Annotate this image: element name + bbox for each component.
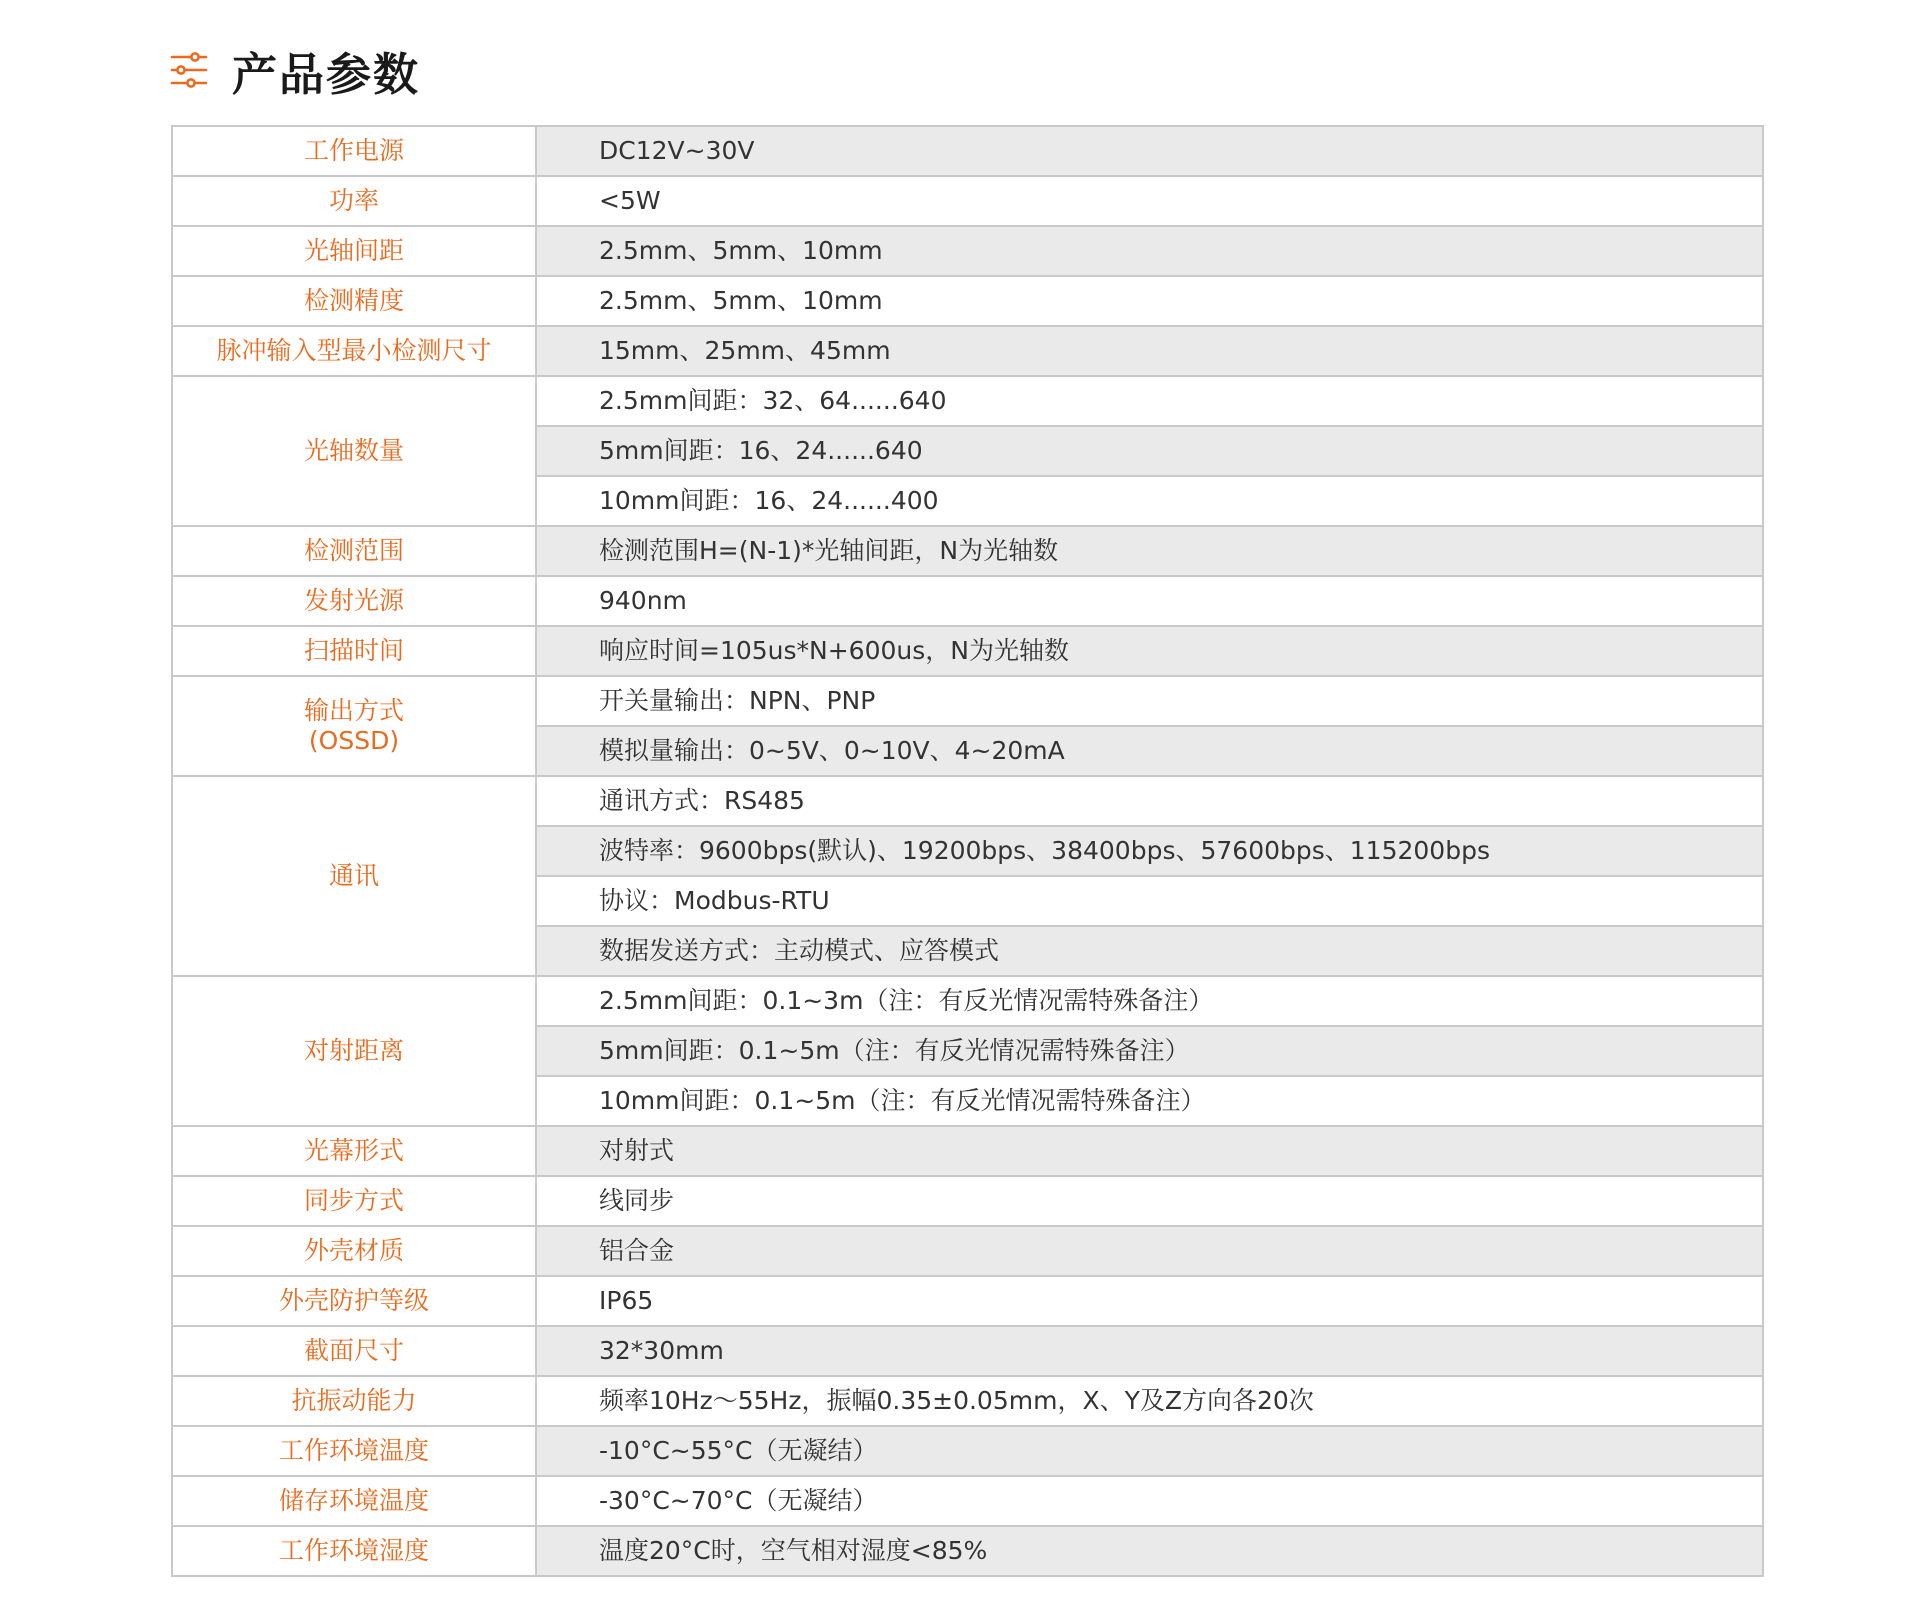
param-label [172,326,536,376]
param-label [172,1326,536,1376]
param-value: 对射式 [536,1126,1763,1176]
table-row [172,1526,1763,1576]
param-label [172,1526,536,1576]
sliders-icon [170,52,208,88]
table-row [172,1126,1763,1176]
param-value: 32*30mm [536,1326,1763,1376]
param-value: 5mm间距：0.1~5m（注：有反光情况需特殊备注） [536,1026,1763,1076]
param-label-text: 脉冲输入型最小检测尺寸 [216,336,492,365]
section-header [170,42,421,101]
param-label [172,576,536,626]
table-row [172,326,1763,376]
table-row [172,1276,1763,1326]
table-row [172,1426,1763,1476]
param-value: 15mm、25mm、45mm [536,326,1763,376]
param-value: 温度20°C时，空气相对湿度<85% [536,1526,1763,1576]
param-value: 波特率：9600bps(默认)、19200bps、38400bps、57600bps、115200bps [536,826,1763,876]
param-value: 数据发送方式：主动模式、应答模式 [536,926,1763,976]
param-value: IP65 [536,1276,1763,1326]
param-label [172,376,536,526]
table-row [172,376,1763,426]
param-value: 开关量输出：NPN、PNP [536,676,1763,726]
param-label [172,976,536,1126]
param-label-text: 同步方式 [303,1186,404,1215]
param-label-text: 通讯 [328,861,379,890]
param-label-text: (OSSD) [308,726,400,755]
table-row [172,1176,1763,1226]
param-value: -10°C~55°C（无凝结） [536,1426,1763,1476]
param-label-text: 储存环境温度 [278,1486,429,1515]
param-label [172,126,536,176]
table-row [172,1326,1763,1376]
param-label [172,176,536,226]
table-row [172,526,1763,576]
param-label [172,1376,536,1426]
param-label-text: 功率 [328,186,379,215]
param-value: 频率10Hz～55Hz，振幅0.35±0.05mm，X、Y及Z方向各20次 [536,1376,1763,1426]
param-label [172,776,536,976]
table-row [172,976,1763,1026]
param-label-text: 截面尺寸 [303,1336,404,1365]
param-label-text: 光轴数量 [303,436,404,465]
table-row [172,1476,1763,1526]
param-label-text: 抗振动能力 [291,1386,417,1415]
param-label [172,1276,536,1326]
param-value: <5W [536,176,1763,226]
table-row [172,1226,1763,1276]
param-value: 10mm间距：0.1~5m（注：有反光情况需特殊备注） [536,1076,1763,1126]
param-value: 2.5mm、5mm、10mm [536,276,1763,326]
param-value: 响应时间=105us*N+600us，N为光轴数 [536,626,1763,676]
param-value: 5mm间距：16、24......640 [536,426,1763,476]
param-label [172,276,536,326]
param-value: -30°C~70°C（无凝结） [536,1476,1763,1526]
param-value: 检测范围H=(N-1)*光轴间距，N为光轴数 [536,526,1763,576]
param-label-text: 检测精度 [303,286,404,315]
param-value: 线同步 [536,1176,1763,1226]
param-label-text: 发射光源 [303,586,404,615]
table-row [172,126,1763,176]
param-value: 协议：Modbus-RTU [536,876,1763,926]
table-row [172,676,1763,726]
param-label-text: 外壳材质 [303,1236,404,1265]
param-label [172,626,536,676]
table-row [172,176,1763,226]
param-value: 10mm间距：16、24......400 [536,476,1763,526]
table-row [172,776,1763,826]
param-label [172,1476,536,1526]
param-value: 铝合金 [536,1226,1763,1276]
param-label [172,676,536,776]
param-label-text: 工作环境湿度 [278,1536,429,1565]
param-label-text: 工作环境温度 [278,1436,429,1465]
param-label [172,226,536,276]
params-table [171,125,1764,1577]
param-label-text: 检测范围 [303,536,404,565]
param-label-text: 工作电源 [303,136,404,165]
param-label-text: 光轴间距 [303,236,404,265]
table-row [172,576,1763,626]
page-title: 产品参数 [232,47,421,101]
param-value: DC12V~30V [536,126,1763,176]
param-label [172,1226,536,1276]
table-row [172,276,1763,326]
param-value: 2.5mm、5mm、10mm [536,226,1763,276]
param-label-text: 输出方式 [303,696,404,725]
param-label [172,1126,536,1176]
param-value: 模拟量输出：0~5V、0~10V、4~20mA [536,726,1763,776]
param-label [172,1426,536,1476]
table-row [172,226,1763,276]
table-row [172,1376,1763,1426]
param-value: 2.5mm间距：0.1~3m（注：有反光情况需特殊备注） [536,976,1763,1026]
param-value: 2.5mm间距：32、64......640 [536,376,1763,426]
param-label-text: 光幕形式 [303,1136,404,1165]
param-value: 通讯方式：RS485 [536,776,1763,826]
param-label-text: 外壳防护等级 [278,1286,429,1315]
param-label [172,1176,536,1226]
param-label-text: 对射距离 [303,1036,404,1065]
param-label-text: 扫描时间 [303,636,404,665]
param-value: 940nm [536,576,1763,626]
table-row [172,626,1763,676]
param-label [172,526,536,576]
